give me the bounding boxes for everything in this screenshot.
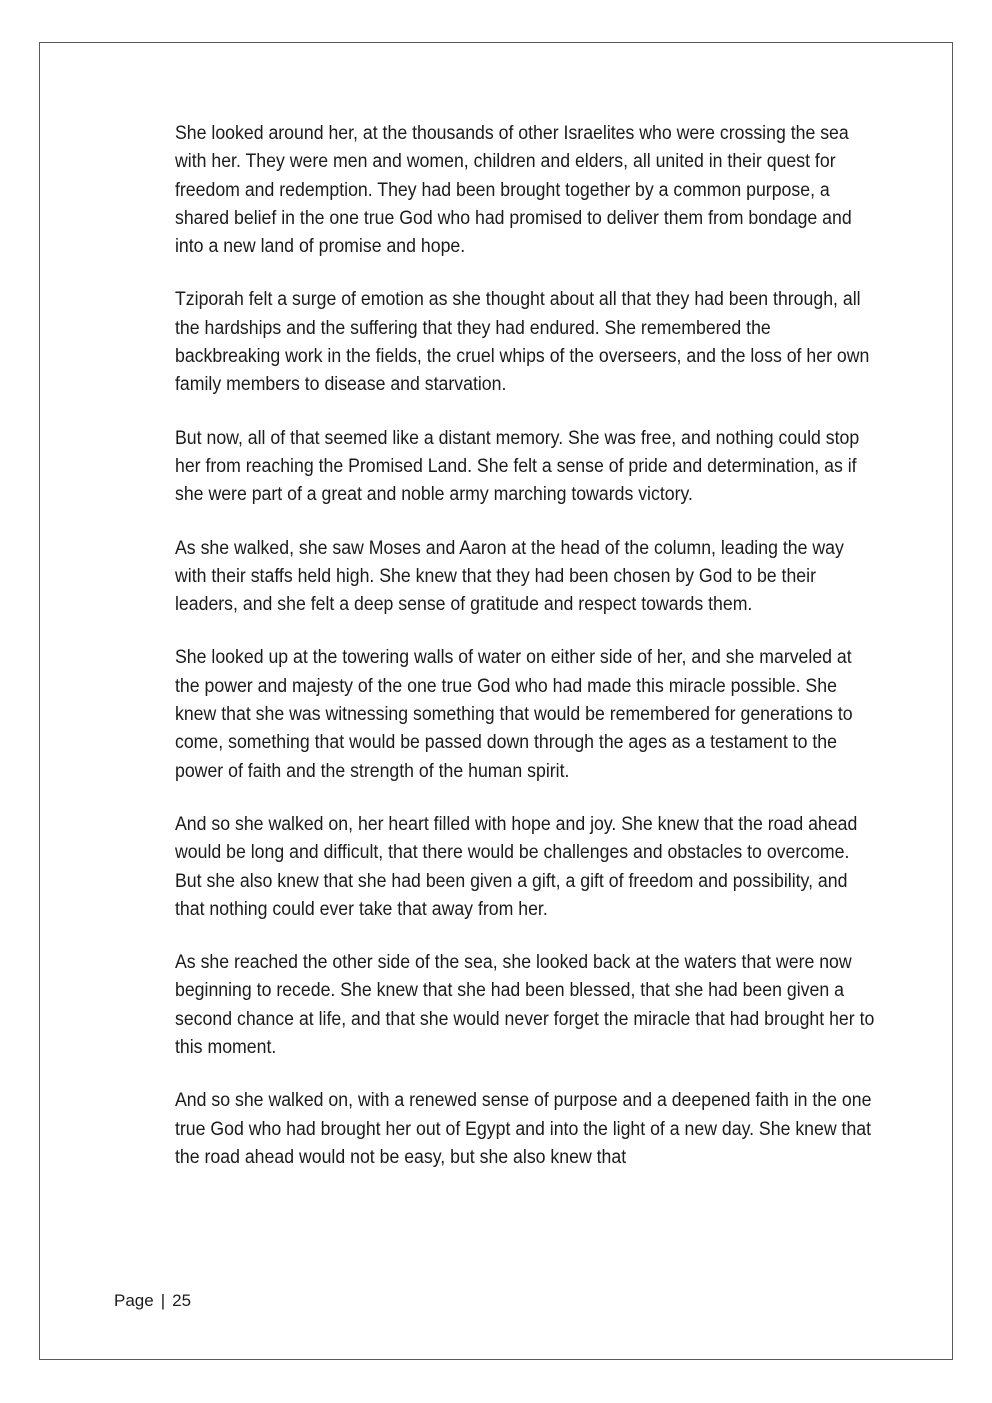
paragraph: She looked around her, at the thousands of other Israelites who were crossing the sea with her. They were men and women, children and elders, all united in their quest for freedom and redemption. They had been brought together by a common purpose, a shared belief in the one true God who had promised to deliver them from bondage and into a new land of promise and hope.	[175, 122, 852, 258]
footer-separator: |	[160, 1291, 166, 1310]
paragraph: But now, all of that seemed like a distant memory. She was free, and nothing could stop her from reaching the Promised Land. She felt a sense of pride and determination, as if she were part of a great and noble army marching towards victory.	[175, 426, 860, 506]
paragraph: And so she walked on, her heart filled with hope and joy. She knew that the road ahead would be long and difficult, that there would be challenges and obstacles to overcome. But she also knew that she had been given a gift, a gift of freedom and possibility, and that nothing could ever take that away from her.	[175, 812, 858, 920]
page-body-text	[175, 119, 876, 1196]
page-footer	[114, 1291, 191, 1311]
paragraph: She looked up at the towering walls of water on either side of her, and she marveled at the power and majesty of the one true God who had made this miracle possible. She knew that she was witnessing something that would be remembered for generations to come, something that would be passed down through the ages as a testament to the power of faith and the strength of the human spirit.	[175, 646, 853, 782]
paragraph: And so she walked on, with a renewed sense of purpose and a deepened faith in the one true God who had brought her out of Egypt and into the light of a new day. She knew that the road ahead would not be easy, but she also knew that	[175, 1089, 872, 1168]
paragraph: As she reached the other side of the sea, she looked back at the waters that were now beginning to recede. She knew that she had been blessed, that she had been given a second chance at life, and that she would never forget the miracle that had brought her to this moment.	[175, 951, 875, 1059]
footer-page-label: Page	[114, 1291, 154, 1310]
paragraph: Tziporah felt a surge of emotion as she thought about all that they had been through, all the hardships and the suffering that they had endured. She remembered the backbreaking work in the fields, the cruel whips of the overseers, and the loss of her own family members to disease and starvation.	[175, 288, 870, 396]
paragraph: As she walked, she saw Moses and Aaron at the head of the column, leading the way with their staffs held high. She knew that they had been chosen by God to be their leaders, and she felt a deep sense of gratitude and respect towards them.	[175, 536, 844, 616]
footer-page-number: 25	[172, 1291, 192, 1310]
